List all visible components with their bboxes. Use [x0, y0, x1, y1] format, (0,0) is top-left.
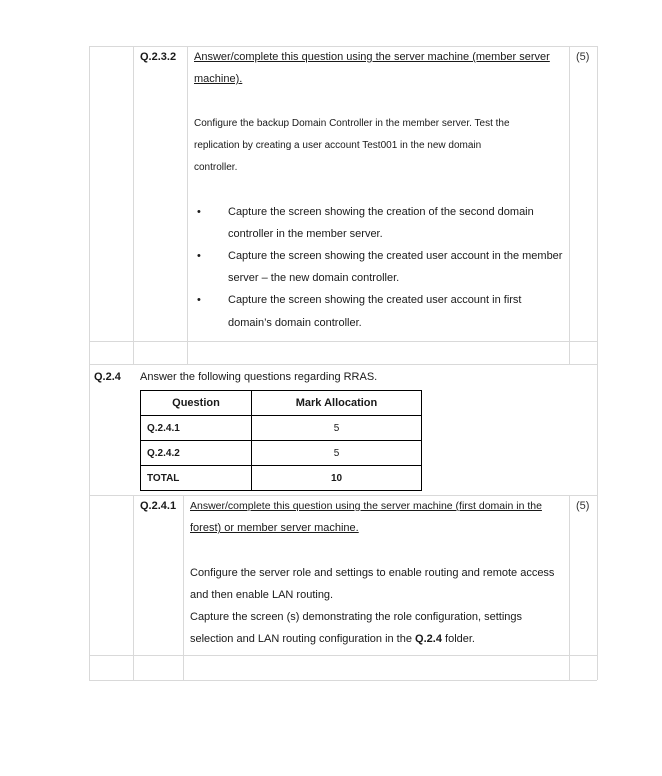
- table-row: [141, 416, 422, 441]
- table-cell: 10: [252, 466, 422, 491]
- column-divider-question: [183, 495, 184, 680]
- question-instruction: Answer/complete this question using the server machine (member server: [194, 51, 550, 63]
- column-header-question: Question: [141, 391, 252, 416]
- table-cell: 5: [252, 441, 422, 466]
- question-number: Q.2.4.1: [140, 500, 177, 512]
- bullet-icon: •: [197, 206, 201, 218]
- body-text: folder.: [445, 633, 475, 645]
- question-body: [190, 632, 475, 646]
- column-divider-number: [133, 495, 134, 680]
- question-body: and then enable LAN routing.: [190, 589, 334, 601]
- column-divider-number: [133, 46, 134, 364]
- bullet-icon: •: [197, 250, 201, 262]
- bullet-text: controller in the member server.: [228, 228, 383, 240]
- row-divider: [89, 495, 597, 496]
- column-divider-marks: [569, 46, 570, 364]
- column-divider-question: [187, 46, 188, 364]
- question-body: Configure the backup Domain Controller in the member server. Test the: [194, 118, 510, 129]
- table-cell: Q.2.4.2: [141, 441, 252, 466]
- marks-label: (5): [576, 500, 590, 512]
- column-divider-marks: [569, 495, 570, 680]
- table-cell: 5: [252, 416, 422, 441]
- question-number: Q.2.3.2: [140, 51, 177, 63]
- column-header-marks: Mark Allocation: [252, 391, 422, 416]
- question-number: Q.2.4: [94, 371, 121, 383]
- table-top-border: [89, 46, 597, 47]
- question-instruction: forest) or member server machine.: [190, 522, 359, 534]
- table-cell: Q.2.4.1: [141, 416, 252, 441]
- table-header-row: [141, 391, 422, 416]
- marks-label: (5): [576, 51, 590, 63]
- folder-name: Q.2.4: [415, 633, 442, 645]
- table-cell: TOTAL: [141, 466, 252, 491]
- question-body: controller.: [194, 162, 238, 173]
- mark-allocation-table: [140, 390, 422, 491]
- question-instruction: machine).: [194, 73, 243, 85]
- row-divider: [89, 364, 597, 365]
- question-body: Capture the screen (s) demonstrating the role configuration, settings: [190, 611, 523, 623]
- question-body: replication by creating a user account Test001 in the new domain: [194, 140, 482, 151]
- bullet-text: Capture the screen showing the created user account in the member: [228, 250, 563, 262]
- bullet-text: Capture the screen showing the creation of the second domain: [228, 206, 534, 218]
- bullet-text: server – the new domain controller.: [228, 272, 400, 284]
- question-intro: Answer the following questions regarding RRAS.: [140, 371, 378, 383]
- table-left-border: [89, 46, 90, 680]
- body-text: selection and LAN routing configuration in the: [190, 633, 412, 645]
- table-right-border: [597, 46, 598, 680]
- table-row: [141, 441, 422, 466]
- question-instruction: Answer/complete this question using the server machine (first domain in the: [190, 500, 542, 512]
- row-divider: [89, 655, 597, 656]
- bullet-icon: •: [197, 294, 201, 306]
- table-bottom-border: [89, 680, 597, 681]
- bullet-text: Capture the screen showing the created user account in first: [228, 294, 522, 306]
- bullet-text: domain’s domain controller.: [228, 317, 362, 329]
- question-body: Configure the server role and settings to enable routing and remote access: [190, 567, 555, 579]
- table-total-row: [141, 466, 422, 491]
- row-divider: [89, 341, 597, 342]
